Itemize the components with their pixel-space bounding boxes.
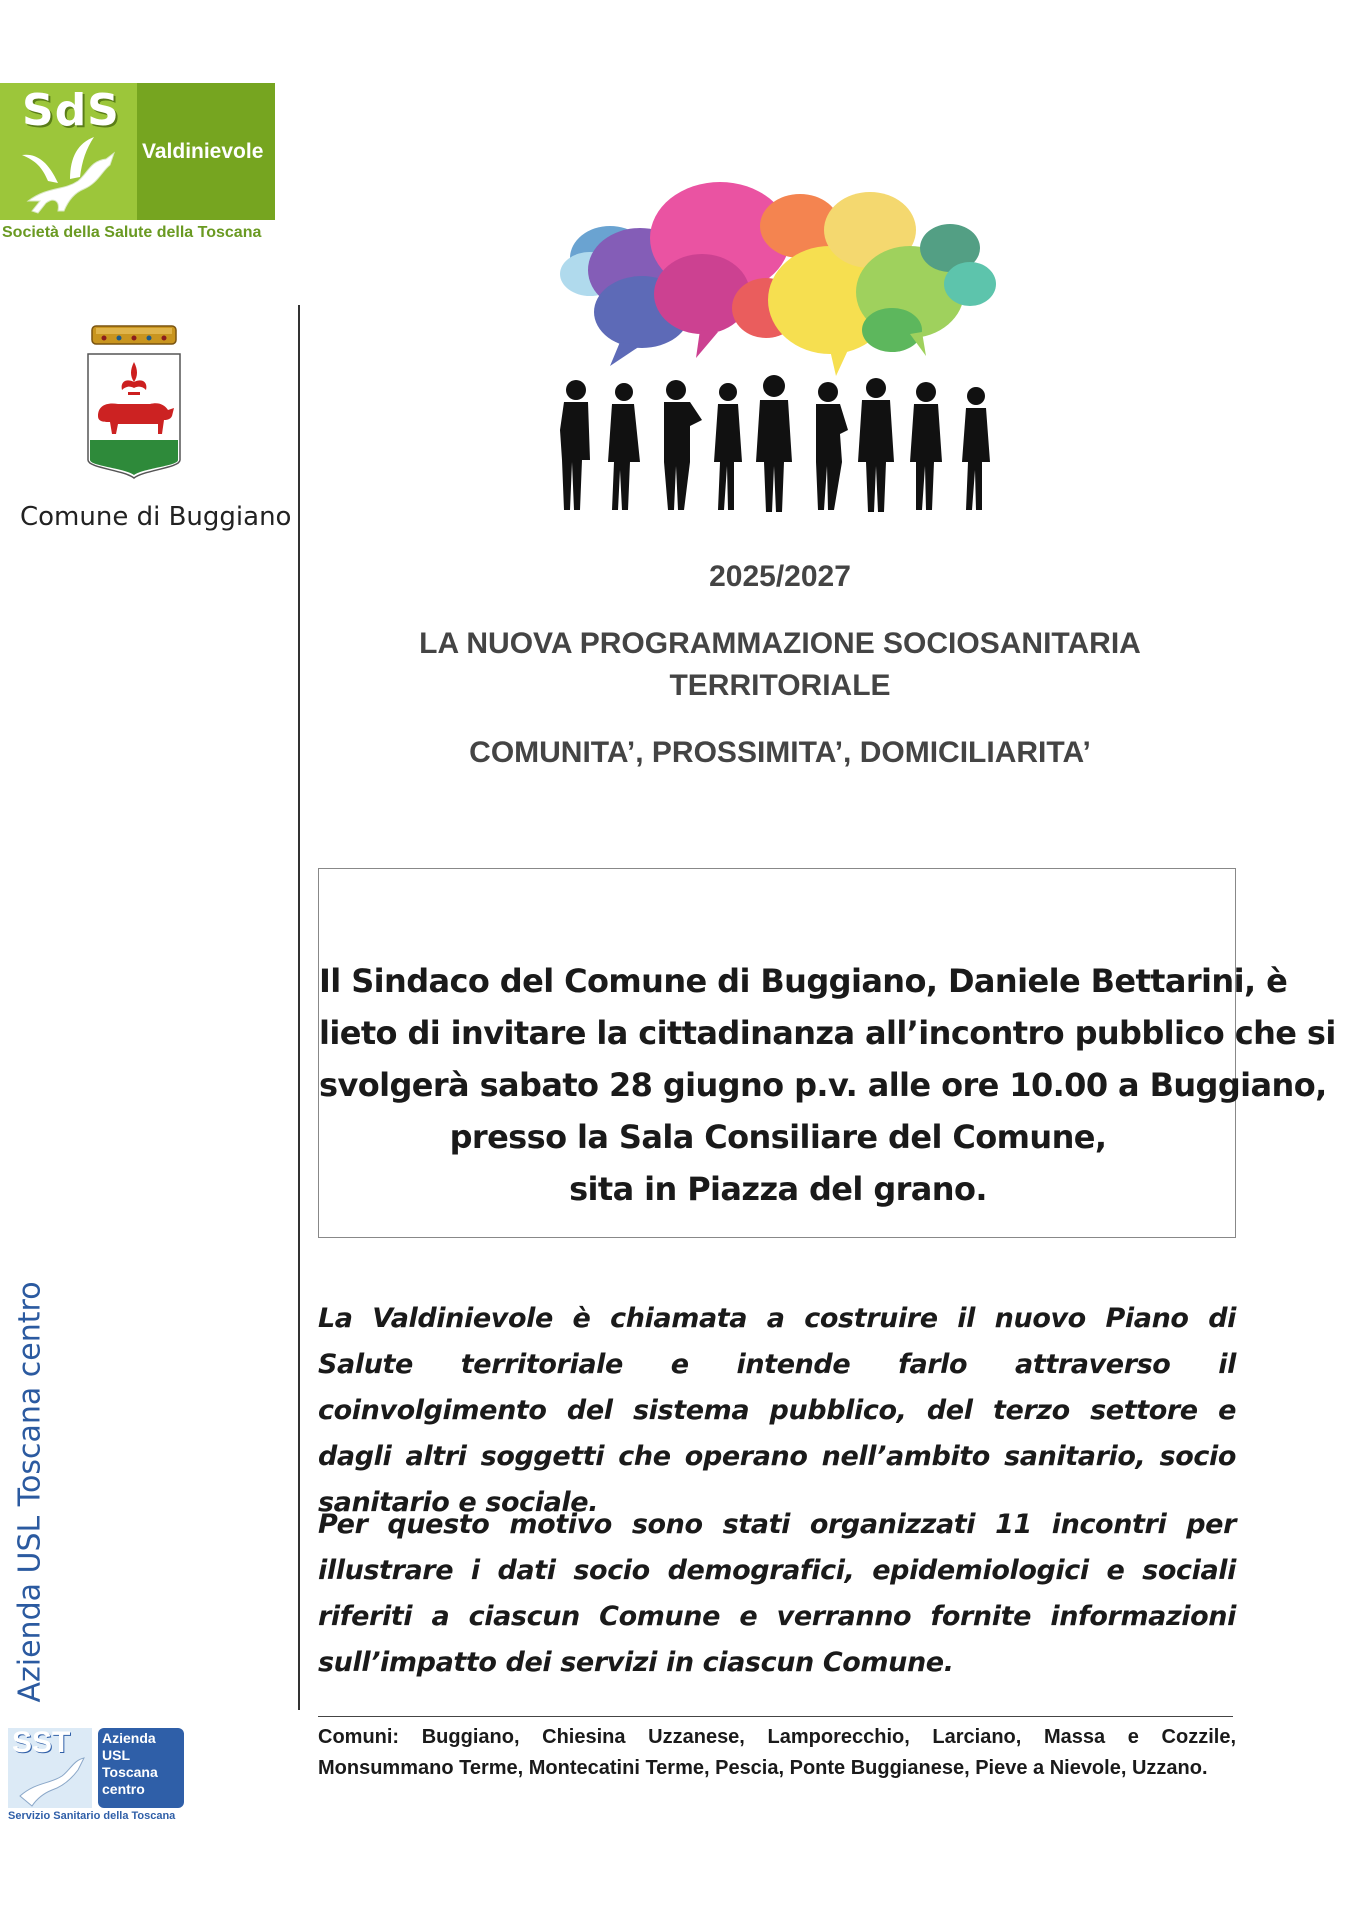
sst-abbr: SST — [12, 1726, 71, 1759]
people-silhouettes-icon — [560, 375, 990, 512]
body-paragraph-2: Per questo motivo sono stati organizzati 11 incontri per illustrare i dati socio demografici, epidemiologici e sociali riferiti a ciascun Comune e verranno fornite informazioni sull’impatto dei servizi in ciascun Comune. — [318, 1509, 1236, 1678]
sst-line-4: centro — [102, 1781, 145, 1797]
comune-crest-icon — [84, 320, 184, 480]
invitation-box — [318, 868, 1336, 1238]
logo-subtitle: Società della Salute della Toscana — [2, 224, 262, 241]
pegasus-icon — [18, 131, 128, 217]
sst-line-1: Azienda — [102, 1730, 156, 1746]
logo-title: SdS — [22, 85, 120, 136]
footer-divider — [318, 1716, 1233, 1717]
comune-name: Comune di Buggiano — [20, 502, 292, 532]
sst-caption: Servizio Sanitario della Toscana — [8, 1810, 176, 1822]
year-range: 2025/2027 — [709, 560, 851, 593]
invitation-text — [319, 955, 1336, 1215]
body-paragraph-1: La Valdinievole è chiamata a costruire il nuovo Piano di Salute territoriale e intende farlo attraverso il coinvolgimento del sistema pubblico, del terzo settore e dagli altri soggetti che operano nell’ambito sanitario, socio sanitario e sociale. — [318, 1303, 1236, 1518]
page-title-line-2: TERRITORIALE — [669, 669, 891, 702]
logo-region: Valdinievole — [142, 140, 264, 163]
invitation-line-3: svolgerà sabato 28 giugno p.v. alle ore 10.00 a Buggiano, — [319, 1066, 1327, 1104]
sst-line-3: Toscana — [102, 1764, 158, 1780]
page-title-line-1: LA NUOVA PROGRAMMAZIONE SOCIOSANITARIA — [419, 627, 1141, 660]
page-subtitle: COMUNITA’, PROSSIMITA’, DOMICILIARITA’ — [469, 736, 1091, 769]
side-label-usl: Azienda USL Toscana centro — [12, 1281, 48, 1703]
invitation-line-1: Il Sindaco del Comune di Buggiano, Daniele Bettarini, è — [319, 962, 1288, 1000]
sst-usl-logo — [6, 1726, 186, 1826]
footer-comuni-list: Comuni: Buggiano, Chiesina Uzzanese, Lamporecchio, Larciano, Massa e Cozzile, Monsummano Terme, Montecatini Terme, Pescia, Ponte Buggianese, Pieve a Nievole, Uzzano. — [318, 1726, 1236, 1779]
invitation-line-4: presso la Sala Consiliare del Comune, — [449, 1118, 1107, 1156]
side-label-container — [0, 1281, 60, 1710]
invitation-line-2: lieto di invitare la cittadinanza all’incontro pubblico che si — [319, 1014, 1336, 1052]
sst-lines — [102, 1730, 158, 1798]
sst-line-2: USL — [102, 1747, 130, 1763]
vertical-divider — [298, 305, 300, 1710]
sds-valdinievole-logo — [0, 83, 275, 243]
speech-bubbles-icon — [560, 182, 996, 376]
invitation-line-5: sita in Piazza del grano. — [569, 1170, 987, 1208]
speech-bubbles-people-illustration — [530, 170, 1030, 540]
